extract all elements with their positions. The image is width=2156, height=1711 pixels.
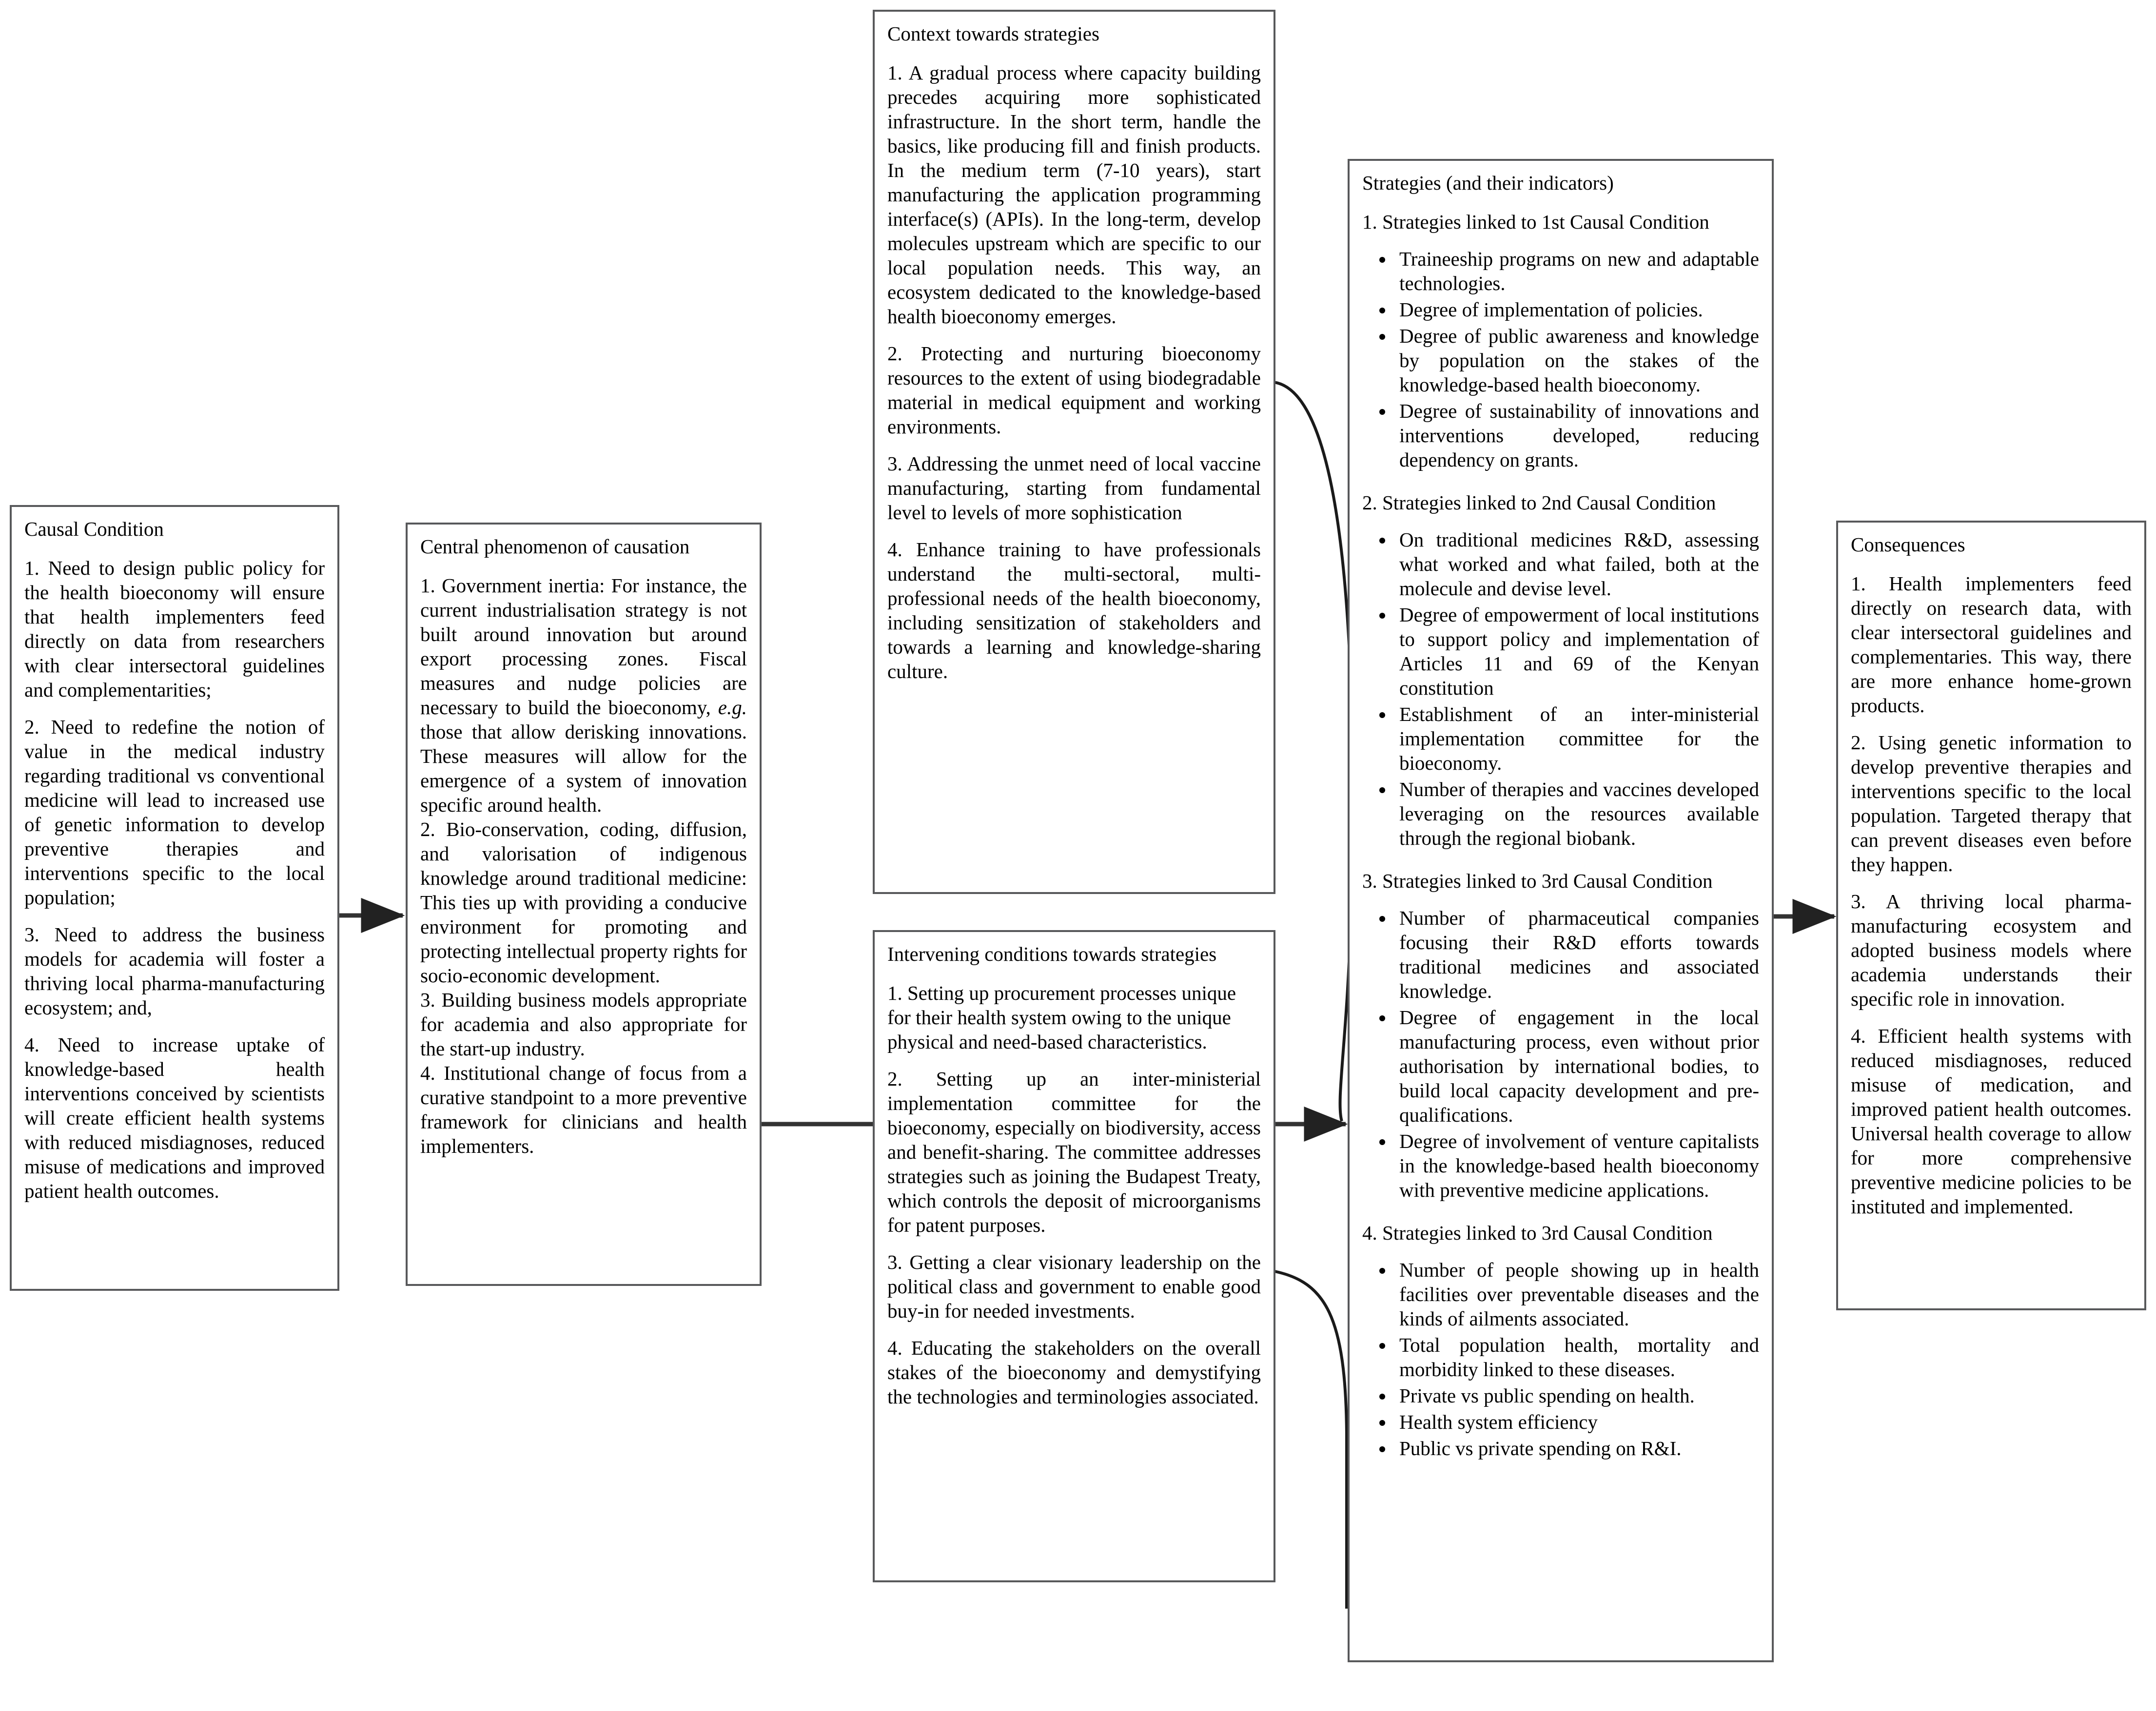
strategies-g3-bullet-3: • Degree of involvement of venture capitalists in the knowledge-based health bioeconomy with preventive medicine applications. [1394, 1129, 1759, 1202]
causal-condition-item-3: 3. Need to address the business models for academia will foster a thriving local pharma-manufacturing ecosystem; and, [24, 923, 325, 1019]
consequences-item-3: 3. A thriving local pharma-manufacturing ecosystem and adopted business models where academia understands their specific role in innovation. [1851, 890, 2132, 1010]
box-consequences-title: Consequences [1851, 533, 1965, 556]
strategies-g1-bullet-3: • Degree of public awareness and knowledge by population on the stakes of the knowledge-based health bioeconomy. [1394, 324, 1759, 397]
box-intervening-conditions-title: Intervening conditions towards strategies [887, 943, 1217, 965]
context-item-1: 1. A gradual process where capacity building precedes acquiring more sophisticated infrastructure. In the short term, handle the basics, like producing fill and finish products. In the medium term (7-10 years), start manufacturing the application programming interface(s) (APIs). In the long-term, develop molecules upstream which are specific to our local population needs. This way, an ecosystem dedicated to the knowledge-based health bioeconomy emerges. [887, 61, 1261, 328]
box-context-title: Context towards strategies [887, 22, 1099, 45]
intervening-item-4: 4. Educating the stakeholders on the overall stakes of the bioeconomy and demystifying the technologies and terminologies associated. [887, 1336, 1261, 1408]
strategies-group-2-list [1362, 527, 1759, 850]
central-phenomenon-item-1 [420, 573, 747, 817]
central-phenomenon-item-4: 4. Institutional change of focus from a curative standpoint to a more preventive framework for clinicians and health implementers. [420, 1061, 747, 1157]
strategies-g4-bullet-5: • Public vs private spending on R&I. [1394, 1436, 1759, 1460]
consequences-item-1: 1. Health implementers feed directly on research data, with clear intersectoral guidelines and complementaries. This way, there are more enhance home-grown products. [1851, 572, 2132, 717]
strategies-g2-bullet-2: • Degree of empowerment of local institutions to support policy and implementation of Articles 11 and 69 of the Kenyan constitution [1394, 603, 1759, 700]
box-central-phenomenon[interactable] [406, 523, 762, 1286]
box-causal-condition-title: Causal Condition [24, 518, 164, 540]
strategies-g1-bullet-1: • Traineeship programs on new and adaptable technologies. [1394, 247, 1759, 295]
strategies-group-1-heading: 1. Strategies linked to 1st Causal Condition [1362, 210, 1709, 233]
intervening-item-3: 3. Getting a clear visionary leadership on the political class and government to enable good buy-in for needed investments. [887, 1250, 1261, 1322]
strategies-g4-bullet-2: • Total population health, mortality and morbidity linked to these diseases. [1394, 1333, 1759, 1381]
strategies-group-3-list [1362, 906, 1759, 1202]
strategies-group-3-heading: 3. Strategies linked to 3rd Causal Condition [1362, 869, 1713, 892]
central-phenomenon-item-1-a: 1. Government inertia: For instance, the current industrialisation strategy is not built around innovation but around export processing zones. Fiscal measures and nudge policies are necessary to build the bioeconomy, [420, 574, 747, 719]
causal-condition-item-1: 1. Need to design public policy for the health bioeconomy will ensure that health implementers feed directly on data from researchers with clear intersectoral guidelines and complementarities; [24, 556, 325, 701]
strategies-g3-bullet-2: • Degree of engagement in the local manufacturing process, even without prior authorisation by international bodies, to build local capacity development and pre-qualifications. [1394, 1005, 1759, 1127]
strategies-g1-bullet-4: • Degree of sustainability of innovations and interventions developed, reducing dependency on grants. [1394, 399, 1759, 472]
strategies-group-2-heading: 2. Strategies linked to 2nd Causal Condition [1362, 491, 1716, 514]
central-phenomenon-item-1-eg: e.g. [718, 696, 747, 719]
box-causal-condition[interactable] [10, 505, 339, 1291]
strategies-g4-bullet-1: • Number of people showing up in health facilities over preventable diseases and the kinds of ailments associated. [1394, 1258, 1759, 1331]
connector-context-to-strategies [1274, 382, 1352, 1121]
intervening-item-1: 1. Setting up procurement processes unique for their health system owing to the unique physical and need-based characteristics. [887, 981, 1236, 1053]
causal-condition-item-4: 4. Need to increase uptake of knowledge-based health interventions conceived by scientists will create efficient health systems with reduced misdiagnoses, reduced misuse of medications and improved patient health outcomes. [24, 1033, 325, 1202]
strategies-g4-bullet-3: • Private vs public spending on health. [1394, 1383, 1759, 1408]
box-context-towards-strategies[interactable] [873, 10, 1275, 894]
strategies-group-1-list [1362, 247, 1759, 472]
central-phenomenon-item-3: 3. Building business models appropriate for academia and also appropriate for the start-up industry. [420, 988, 747, 1060]
context-item-4: 4. Enhance training to have professionals understand the multi-sectoral, multi-professional needs of the health bioeconomy, including sensitization of stakeholders and towards a learning and knowledge-sharing culture. [887, 538, 1261, 682]
strategies-group-4-list [1362, 1258, 1759, 1460]
box-strategies[interactable] [1348, 159, 1774, 1662]
central-phenomenon-item-2: 2. Bio-conservation, coding, diffusion, and valorisation of indigenous knowledge around traditional medicine: This ties up with providing a conducive environment for promoting and protecting intellectual property rights for socio-economic development. [420, 817, 747, 987]
strategies-group-4-heading: 4. Strategies linked to 3rd Causal Condition [1362, 1222, 1713, 1244]
box-intervening-conditions[interactable] [873, 930, 1275, 1582]
context-item-3: 3. Addressing the unmet need of local vaccine manufacturing, starting from fundamental level to levels of more sophistication [887, 452, 1261, 524]
strategies-g1-bullet-2: • Degree of implementation of policies. [1394, 297, 1759, 322]
central-phenomenon-item-1-b: those that allow derisking innovations. These measures will allow for the emergence of a system of innovation specific around health. [420, 720, 747, 816]
consequences-item-4: 4. Efficient health systems with reduced misdiagnoses, reduced misuse of medication, and improved patient health outcomes. Universal health coverage to allow for more comprehensive preventive medicine policies to be instituted and implemented. [1851, 1024, 2132, 1218]
box-central-phenomenon-title: Central phenomenon of causation [420, 535, 690, 558]
box-consequences[interactable] [1836, 521, 2146, 1310]
strategies-g2-bullet-1: • On traditional medicines R&D, assessing what worked and what failed, both at the molecule and devise level. [1394, 527, 1759, 601]
context-item-2: 2. Protecting and nurturing bioeconomy resources to the extent of using biodegradable material in medical equipment and working environments. [887, 342, 1261, 438]
strategies-g4-bullet-4: • Health system efficiency [1394, 1410, 1759, 1434]
consequences-item-2: 2. Using genetic information to develop preventive therapies and interventions specific to the local population. Targeted therapy that can prevent diseases even before they happen. [1851, 731, 2132, 875]
strategies-g3-bullet-1: • Number of pharmaceutical companies focusing their R&D efforts towards traditional medicines and associated knowledge. [1394, 906, 1759, 1003]
box-strategies-title: Strategies (and their indicators) [1362, 172, 1614, 194]
connector-intervening-to-strategies [1274, 1271, 1347, 1609]
causal-condition-item-2: 2. Need to redefine the notion of value in the medical industry regarding traditional vs conventional medicine will lead to increased use of genetic information to develop preventive therapies and interventions specific to the local population; [24, 715, 325, 909]
intervening-item-2: 2. Setting up an inter-ministerial implementation committee for the bioeconomy, especially on biodiversity, access and benefit-sharing. The committee addresses strategies such as joining the Budapest Treaty, which controls the deposit of microorganisms for patent purposes. [887, 1067, 1261, 1236]
strategies-g2-bullet-3: • Establishment of an inter-ministerial implementation committee for the bioeconomy. [1394, 702, 1759, 775]
strategies-g2-bullet-4: • Number of therapies and vaccines developed leveraging on the resources available through the regional biobank. [1394, 777, 1759, 850]
